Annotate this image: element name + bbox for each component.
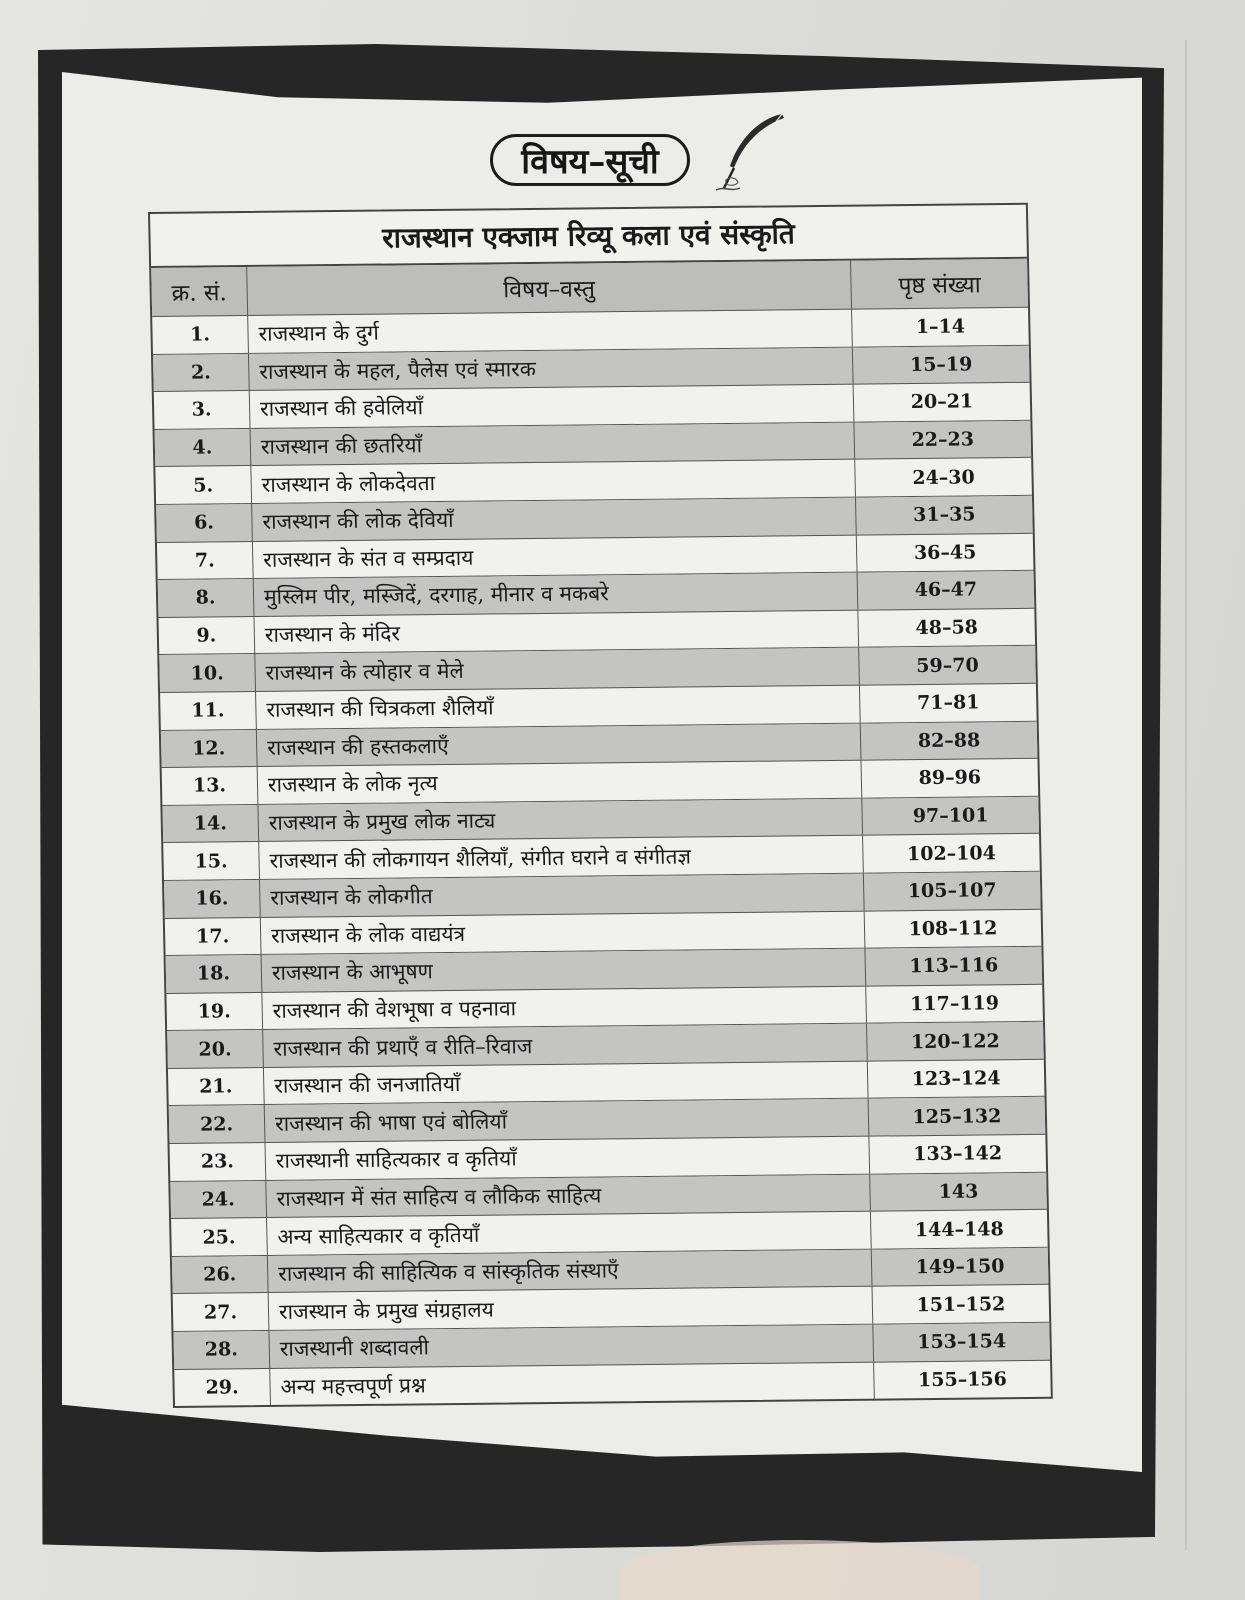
row-page-range: 125–132 — [912, 1105, 1002, 1128]
row-serial: 1. — [152, 316, 249, 354]
row-serial: 8. — [158, 579, 255, 617]
row-serial: 23. — [170, 1143, 267, 1181]
row-page-range: 105–107 — [907, 879, 997, 903]
row-topic: राजस्थान की वेशभूषा व पहनावा — [262, 986, 867, 1029]
row-page-range: 123–124 — [911, 1067, 1001, 1091]
row-topic: राजस्थान के आभूषण — [262, 949, 867, 992]
page-title: विषय–सूची — [490, 134, 690, 186]
row-page-range: 46–47 — [914, 578, 978, 602]
row-page-range: 20–21 — [910, 390, 974, 414]
row-page-range: 149–150 — [915, 1255, 1005, 1279]
table-row — [174, 1360, 1051, 1406]
row-serial: 5. — [155, 466, 252, 504]
row-page-range: 82–88 — [917, 729, 981, 752]
row-page-range: 59–70 — [916, 654, 979, 677]
row-serial: 28. — [173, 1331, 270, 1369]
header-serial: क्र. सं. — [151, 267, 248, 316]
row-topic: अन्य साहित्यकार व कृतियाँ — [267, 1212, 872, 1255]
row-topic: राजस्थान के प्रमुख लोक नाट्य — [258, 798, 863, 841]
page-edge — [1185, 40, 1187, 1550]
row-topic: राजस्थान के लोकगीत — [260, 874, 865, 917]
row-page-range: 153–154 — [917, 1330, 1007, 1354]
row-page-range: 22–23 — [911, 428, 975, 452]
row-serial: 26. — [172, 1256, 269, 1294]
row-topic: राजस्थान की छतरियाँ — [251, 422, 856, 465]
contents-table — [148, 203, 1053, 1408]
row-topic: राजस्थान के प्रमुख संग्रहालय — [269, 1287, 874, 1330]
row-serial: 19. — [166, 993, 263, 1031]
row-topic: राजस्थान में संत साहित्य व लौकिक साहित्य — [266, 1174, 871, 1217]
row-serial: 7. — [157, 542, 254, 580]
row-topic: राजस्थान की हवेलियाँ — [250, 385, 855, 428]
row-topic: राजस्थान के लोक वाद्ययंत्र — [261, 911, 866, 954]
row-serial: 3. — [154, 391, 251, 429]
row-serial: 6. — [156, 504, 253, 542]
row-topic: राजस्थान की साहित्यिक व सांस्कृतिक संस्थाएँ — [268, 1249, 873, 1292]
row-serial: 24. — [170, 1181, 267, 1219]
row-topic: राजस्थान की प्रथाएँ व रीति–रिवाज — [263, 1024, 868, 1067]
row-serial: 27. — [173, 1293, 270, 1331]
row-serial: 22. — [169, 1105, 266, 1143]
row-serial: 25. — [171, 1218, 268, 1256]
row-page-range: 155–156 — [917, 1368, 1008, 1392]
row-serial: 10. — [159, 654, 256, 692]
row-page-range: 120–122 — [910, 1029, 1000, 1053]
row-topic: राजस्थान की हस्तकलाएँ — [257, 723, 862, 766]
row-topic: राजस्थान के दुर्ग — [248, 310, 853, 353]
row-serial: 21. — [168, 1068, 265, 1106]
row-page-range: 117–119 — [909, 992, 1000, 1016]
row-serial: 4. — [155, 429, 252, 467]
row-page-range: 151–152 — [916, 1292, 1006, 1316]
row-serial: 14. — [162, 805, 259, 843]
row-serial: 18. — [166, 955, 263, 993]
row-page-range: 24–30 — [912, 466, 975, 489]
row-topic: राजस्थान की लोकगायन शैलियाँ, संगीत घराने व संगीतज्ञ — [259, 836, 864, 879]
row-topic: राजस्थान के महल, पैलेस एवं स्मारक — [249, 347, 854, 390]
heading-block — [490, 128, 790, 196]
header-page: पृष्ठ संख्या — [898, 272, 981, 300]
row-page-range: 1–14 — [915, 315, 966, 339]
row-page-range: 89–96 — [918, 766, 982, 790]
row-page-range: 102–104 — [906, 841, 997, 865]
row-topic: राजस्थानी साहित्यकार व कृतियाँ — [265, 1137, 870, 1180]
row-serial: 2. — [153, 354, 250, 392]
header-topic: विषय–वस्तु — [247, 261, 852, 315]
row-topic: अन्य महत्त्वपूर्ण प्रश्न — [270, 1362, 875, 1405]
quill-pen-icon — [710, 110, 790, 198]
table-body — [152, 308, 1051, 1406]
row-serial: 9. — [158, 617, 255, 655]
row-page-range: 143 — [938, 1180, 979, 1203]
row-serial: 11. — [160, 692, 257, 730]
row-page-range: 15–19 — [909, 353, 973, 376]
row-page-range: 133–142 — [913, 1142, 1003, 1166]
row-page-range: 31–35 — [912, 503, 976, 527]
row-topic: राजस्थान के संत व सम्प्रदाय — [253, 535, 858, 578]
row-serial: 15. — [163, 842, 260, 880]
finger-shadow — [620, 1540, 980, 1600]
row-serial: 17. — [165, 917, 262, 955]
row-serial: 29. — [174, 1369, 271, 1407]
row-page-range: 113–116 — [909, 954, 999, 978]
row-page-range: 36–45 — [913, 541, 977, 564]
row-topic: राजस्थान के लोकदेवता — [251, 460, 856, 503]
row-page-range: 97–101 — [912, 804, 989, 828]
row-page-range: 108–112 — [908, 917, 998, 940]
row-topic: राजस्थान की लोक देवियाँ — [252, 498, 857, 541]
row-topic: राजस्थान की चित्रकला शैलियाँ — [256, 686, 861, 729]
row-page-range: 144–148 — [914, 1217, 1004, 1241]
row-topic: राजस्थानी शब्दावली — [269, 1325, 874, 1368]
row-topic: राजस्थान के त्योहार व मेले — [255, 648, 860, 691]
row-serial: 13. — [162, 767, 259, 805]
row-page-range: 48–58 — [915, 616, 979, 640]
row-topic: राजस्थान की भाषा एवं बोलियाँ — [265, 1099, 870, 1142]
row-serial: 12. — [161, 730, 258, 768]
row-serial: 16. — [164, 880, 261, 918]
row-page-range: 71–81 — [916, 691, 980, 715]
table-title: राजस्थान एक्जाम रिव्यू कला एवं संस्कृति — [150, 205, 1027, 268]
row-topic: राजस्थान के लोक नृत्य — [258, 761, 863, 804]
row-topic: राजस्थान के मंदिर — [254, 610, 859, 653]
row-topic: राजस्थान की जनजातियाँ — [264, 1062, 869, 1105]
row-topic: मुस्लिम पीर, मस्जिदें, दरगाह, मीनार व मकबरे — [254, 573, 859, 616]
row-serial: 20. — [167, 1030, 264, 1068]
